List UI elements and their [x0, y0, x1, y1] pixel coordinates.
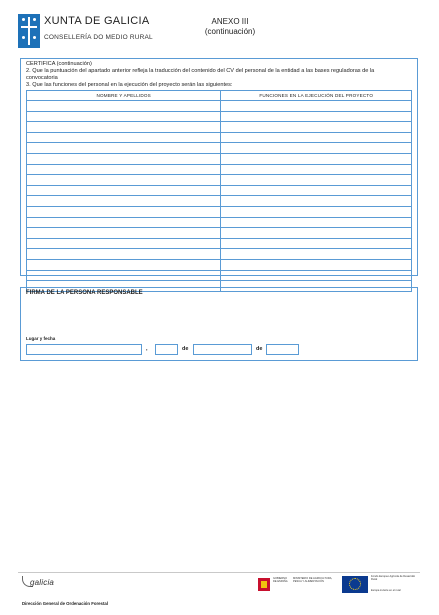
table-row: [27, 228, 412, 239]
col-header-name: NOMBRE Y APELLIDOS: [27, 91, 221, 101]
col-header-functions: FUNCIONES EN LA EJECUCIÓN DEL PROYECTO: [221, 91, 412, 101]
annex-title-block: [180, 17, 280, 37]
functions-cell[interactable]: [221, 196, 412, 207]
table-row: [27, 196, 412, 207]
name-cell[interactable]: [27, 217, 221, 228]
name-cell[interactable]: [27, 101, 221, 112]
table-row: [27, 132, 412, 143]
place-input[interactable]: [26, 344, 142, 355]
government-logo-text: GOBIERNO DE ESPAÑA: [273, 577, 288, 584]
functions-cell[interactable]: [221, 238, 412, 249]
certifica-point-3: 3. Que las funciones del personal en la ejecución del proyecto serán las siguientes:: [26, 82, 233, 88]
functions-cell[interactable]: [221, 122, 412, 133]
signature-title: FIRMA DE LA PERSONA RESPONSABLE: [26, 290, 143, 296]
table-row: [27, 270, 412, 281]
de-label-2: de: [256, 346, 263, 352]
comma-separator: ,: [146, 346, 148, 352]
department-name: CONSELLERÍA DO MEDIO RURAL: [44, 34, 153, 41]
xunta-logo-icon: [18, 14, 40, 48]
annex-subtitle: (continuación): [204, 27, 256, 36]
table-row: [27, 259, 412, 270]
year-input[interactable]: [266, 344, 299, 355]
name-cell[interactable]: [27, 122, 221, 133]
name-cell[interactable]: [27, 185, 221, 196]
spain-coat-of-arms-icon: [258, 578, 270, 591]
de-label-1: de: [182, 346, 189, 352]
functions-cell[interactable]: [221, 132, 412, 143]
functions-cell[interactable]: [221, 249, 412, 260]
certifica-point-2-cont: convocatoria: [26, 75, 58, 81]
galicia-logo: galicia: [30, 578, 55, 587]
feader-motto: Europa invierte en el rural: [371, 589, 401, 592]
direction-footer: Dirección General de Ordenación Forestal: [22, 601, 108, 606]
functions-cell[interactable]: [221, 153, 412, 164]
functions-cell[interactable]: [221, 206, 412, 217]
name-cell[interactable]: [27, 143, 221, 154]
place-date-label: Lugar y fecha: [26, 336, 56, 341]
name-cell[interactable]: [27, 270, 221, 281]
day-input[interactable]: [155, 344, 178, 355]
table-row: [27, 122, 412, 133]
name-cell[interactable]: [27, 259, 221, 270]
functions-cell[interactable]: [221, 270, 412, 281]
functions-cell[interactable]: [221, 259, 412, 270]
table-row: [27, 206, 412, 217]
org-name: XUNTA DE GALICIA: [44, 15, 150, 27]
functions-cell[interactable]: [221, 111, 412, 122]
functions-cell[interactable]: [221, 143, 412, 154]
table-row: [27, 143, 412, 154]
name-cell[interactable]: [27, 111, 221, 122]
table-row: [27, 111, 412, 122]
name-cell[interactable]: [27, 153, 221, 164]
table-row: [27, 101, 412, 112]
name-cell[interactable]: [27, 196, 221, 207]
name-cell[interactable]: [27, 132, 221, 143]
table-row: [27, 175, 412, 186]
footer-divider: [18, 572, 420, 573]
functions-cell[interactable]: [221, 228, 412, 239]
functions-cell[interactable]: [221, 101, 412, 112]
table-row: [27, 249, 412, 260]
certifica-text: [26, 61, 414, 89]
table-row: [27, 238, 412, 249]
eu-stars-icon: [349, 578, 361, 590]
name-cell[interactable]: [27, 238, 221, 249]
table-row: [27, 153, 412, 164]
month-input[interactable]: [193, 344, 252, 355]
name-cell[interactable]: [27, 164, 221, 175]
table-row: [27, 185, 412, 196]
name-cell[interactable]: [27, 206, 221, 217]
name-cell[interactable]: [27, 228, 221, 239]
ministry-logo-text: MINISTERIO DE AGRICULTURA, PESCA Y ALIMENTACIÓN: [293, 577, 333, 584]
functions-cell[interactable]: [221, 217, 412, 228]
annex-title: ANEXO III: [211, 17, 249, 26]
functions-cell[interactable]: [221, 175, 412, 186]
functions-cell[interactable]: [221, 185, 412, 196]
name-cell[interactable]: [27, 175, 221, 186]
name-cell[interactable]: [27, 249, 221, 260]
functions-cell[interactable]: [221, 164, 412, 175]
functions-table: [26, 90, 412, 292]
certifica-point-2: 2. Que la puntuación del apartado anterior refleja la traducción del contenido del CV del personal de la entidad a las bases reguladoras de la: [26, 68, 375, 74]
table-row: [27, 217, 412, 228]
certifica-heading: CERTIFICA (continuación): [26, 61, 92, 67]
table-row: [27, 164, 412, 175]
feader-logo-text: Fondo Europeo Agrícola de Desarrollo Rural: [371, 575, 416, 582]
